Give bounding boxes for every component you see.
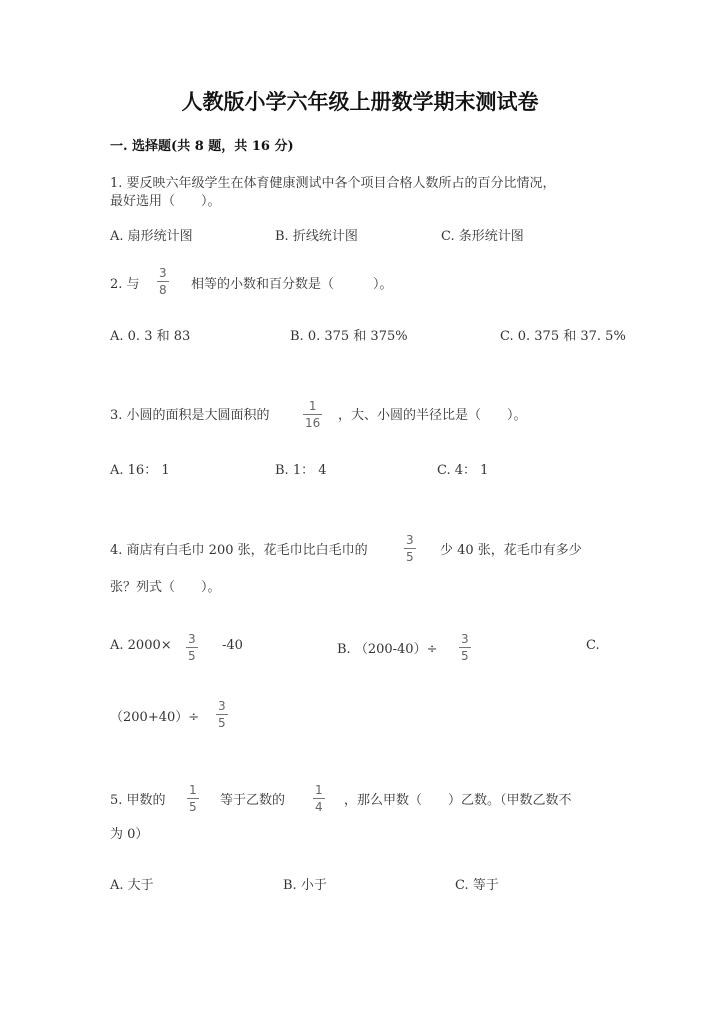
q4-option-a-fraction (186, 632, 198, 663)
q4-option-c-denominator: 5 (218, 716, 226, 730)
q3-fraction-denominator: 16 (305, 416, 321, 430)
q5-fraction-1 (187, 783, 199, 814)
q3-fraction (303, 399, 322, 430)
fraction-bar (187, 798, 199, 799)
fraction-bar (459, 647, 471, 648)
fraction-bar (216, 714, 228, 715)
q4-option-a-denominator: 5 (188, 649, 196, 663)
section-heading: 一. 选择题(共 8 题，共 16 分) (110, 139, 294, 154)
q3-option-b: B. 1： 4 (275, 463, 327, 478)
fraction-bar (404, 548, 416, 549)
q5-text-line2: 为 0） (110, 827, 149, 842)
q5-fraction-1-numerator: 1 (189, 783, 197, 797)
q4-option-b-denominator: 5 (461, 649, 469, 663)
fraction-bar (157, 281, 169, 282)
q2-option-b: B. 0. 375 和 375% (290, 329, 408, 344)
q4-fraction-denominator: 5 (406, 550, 414, 564)
q3-option-a: A. 16： 1 (110, 463, 170, 478)
q5-fraction-2-denominator: 4 (315, 800, 323, 814)
q4-text-pre: 4. 商店有白毛巾 200 张，花毛巾比白毛巾的 (110, 543, 368, 558)
q2-text-pre: 2. 与 (110, 277, 140, 292)
q2-text-post: 相等的小数和百分数是（ ）。 (191, 277, 393, 292)
q1-option-a: A. 扇形统计图 (110, 229, 193, 244)
q1-text-line1: 1. 要反映六年级学生在体育健康测试中各个项目合格人数所占的百分比情况， (110, 176, 556, 191)
q4-option-b-pre: B. （200-40）÷ (337, 642, 438, 657)
q4-option-b-fraction (459, 632, 471, 663)
q2-fraction-denominator: 8 (159, 283, 167, 297)
q4-option-c-pre: （200+40）÷ (110, 710, 200, 725)
q2-option-a: A. 0. 3 和 83 (110, 329, 191, 344)
q5-fraction-2-numerator: 1 (315, 783, 323, 797)
q4-fraction (404, 533, 416, 564)
q5-option-b: B. 小于 (283, 878, 327, 893)
q3-text-post: ，大、小圆的半径比是（ ）。 (338, 408, 527, 423)
q4-option-c-label: C. (586, 638, 600, 653)
q5-fraction-2 (313, 783, 325, 814)
page-title: 人教版小学六年级上册数学期末测试卷 (181, 89, 539, 114)
q3-option-c: C. 4： 1 (437, 463, 489, 478)
fraction-bar (303, 414, 322, 415)
fraction-bar (186, 647, 198, 648)
q4-option-c-fraction (216, 699, 228, 730)
q5-option-c: C. 等于 (455, 878, 499, 893)
q1-option-c: C. 条形统计图 (441, 229, 524, 244)
q5-fraction-1-denominator: 5 (189, 800, 197, 814)
q3-text-pre: 3. 小圆的面积是大圆面积的 (110, 408, 270, 423)
q4-option-a-post: -40 (222, 638, 243, 653)
q4-text-post: 少 40 张，花毛巾有多少 (440, 543, 582, 558)
q4-fraction-numerator: 3 (406, 533, 414, 547)
q2-fraction-numerator: 3 (159, 266, 167, 280)
q2-fraction (157, 266, 169, 297)
q5-option-a: A. 大于 (110, 878, 154, 893)
q4-option-c-numerator: 3 (218, 699, 226, 713)
q1-option-b: B. 折线统计图 (275, 229, 358, 244)
q5-text-post: ，那么甲数（ ）乙数。（甲数乙数不 (344, 793, 572, 808)
fraction-bar (313, 798, 325, 799)
q4-text-line2: 张？列式（ ）。 (110, 580, 221, 595)
q4-option-a-numerator: 3 (188, 632, 196, 646)
q5-text-pre: 5. 甲数的 (110, 793, 166, 808)
q4-option-a-pre: A. 2000× (110, 638, 172, 653)
q5-text-mid: 等于乙数的 (220, 793, 286, 808)
q4-option-b-numerator: 3 (461, 632, 469, 646)
q2-option-c: C. 0. 375 和 37. 5% (500, 329, 626, 344)
q1-text-line2: 最好选用（ ）。 (110, 194, 221, 209)
q3-fraction-numerator: 1 (308, 399, 317, 413)
